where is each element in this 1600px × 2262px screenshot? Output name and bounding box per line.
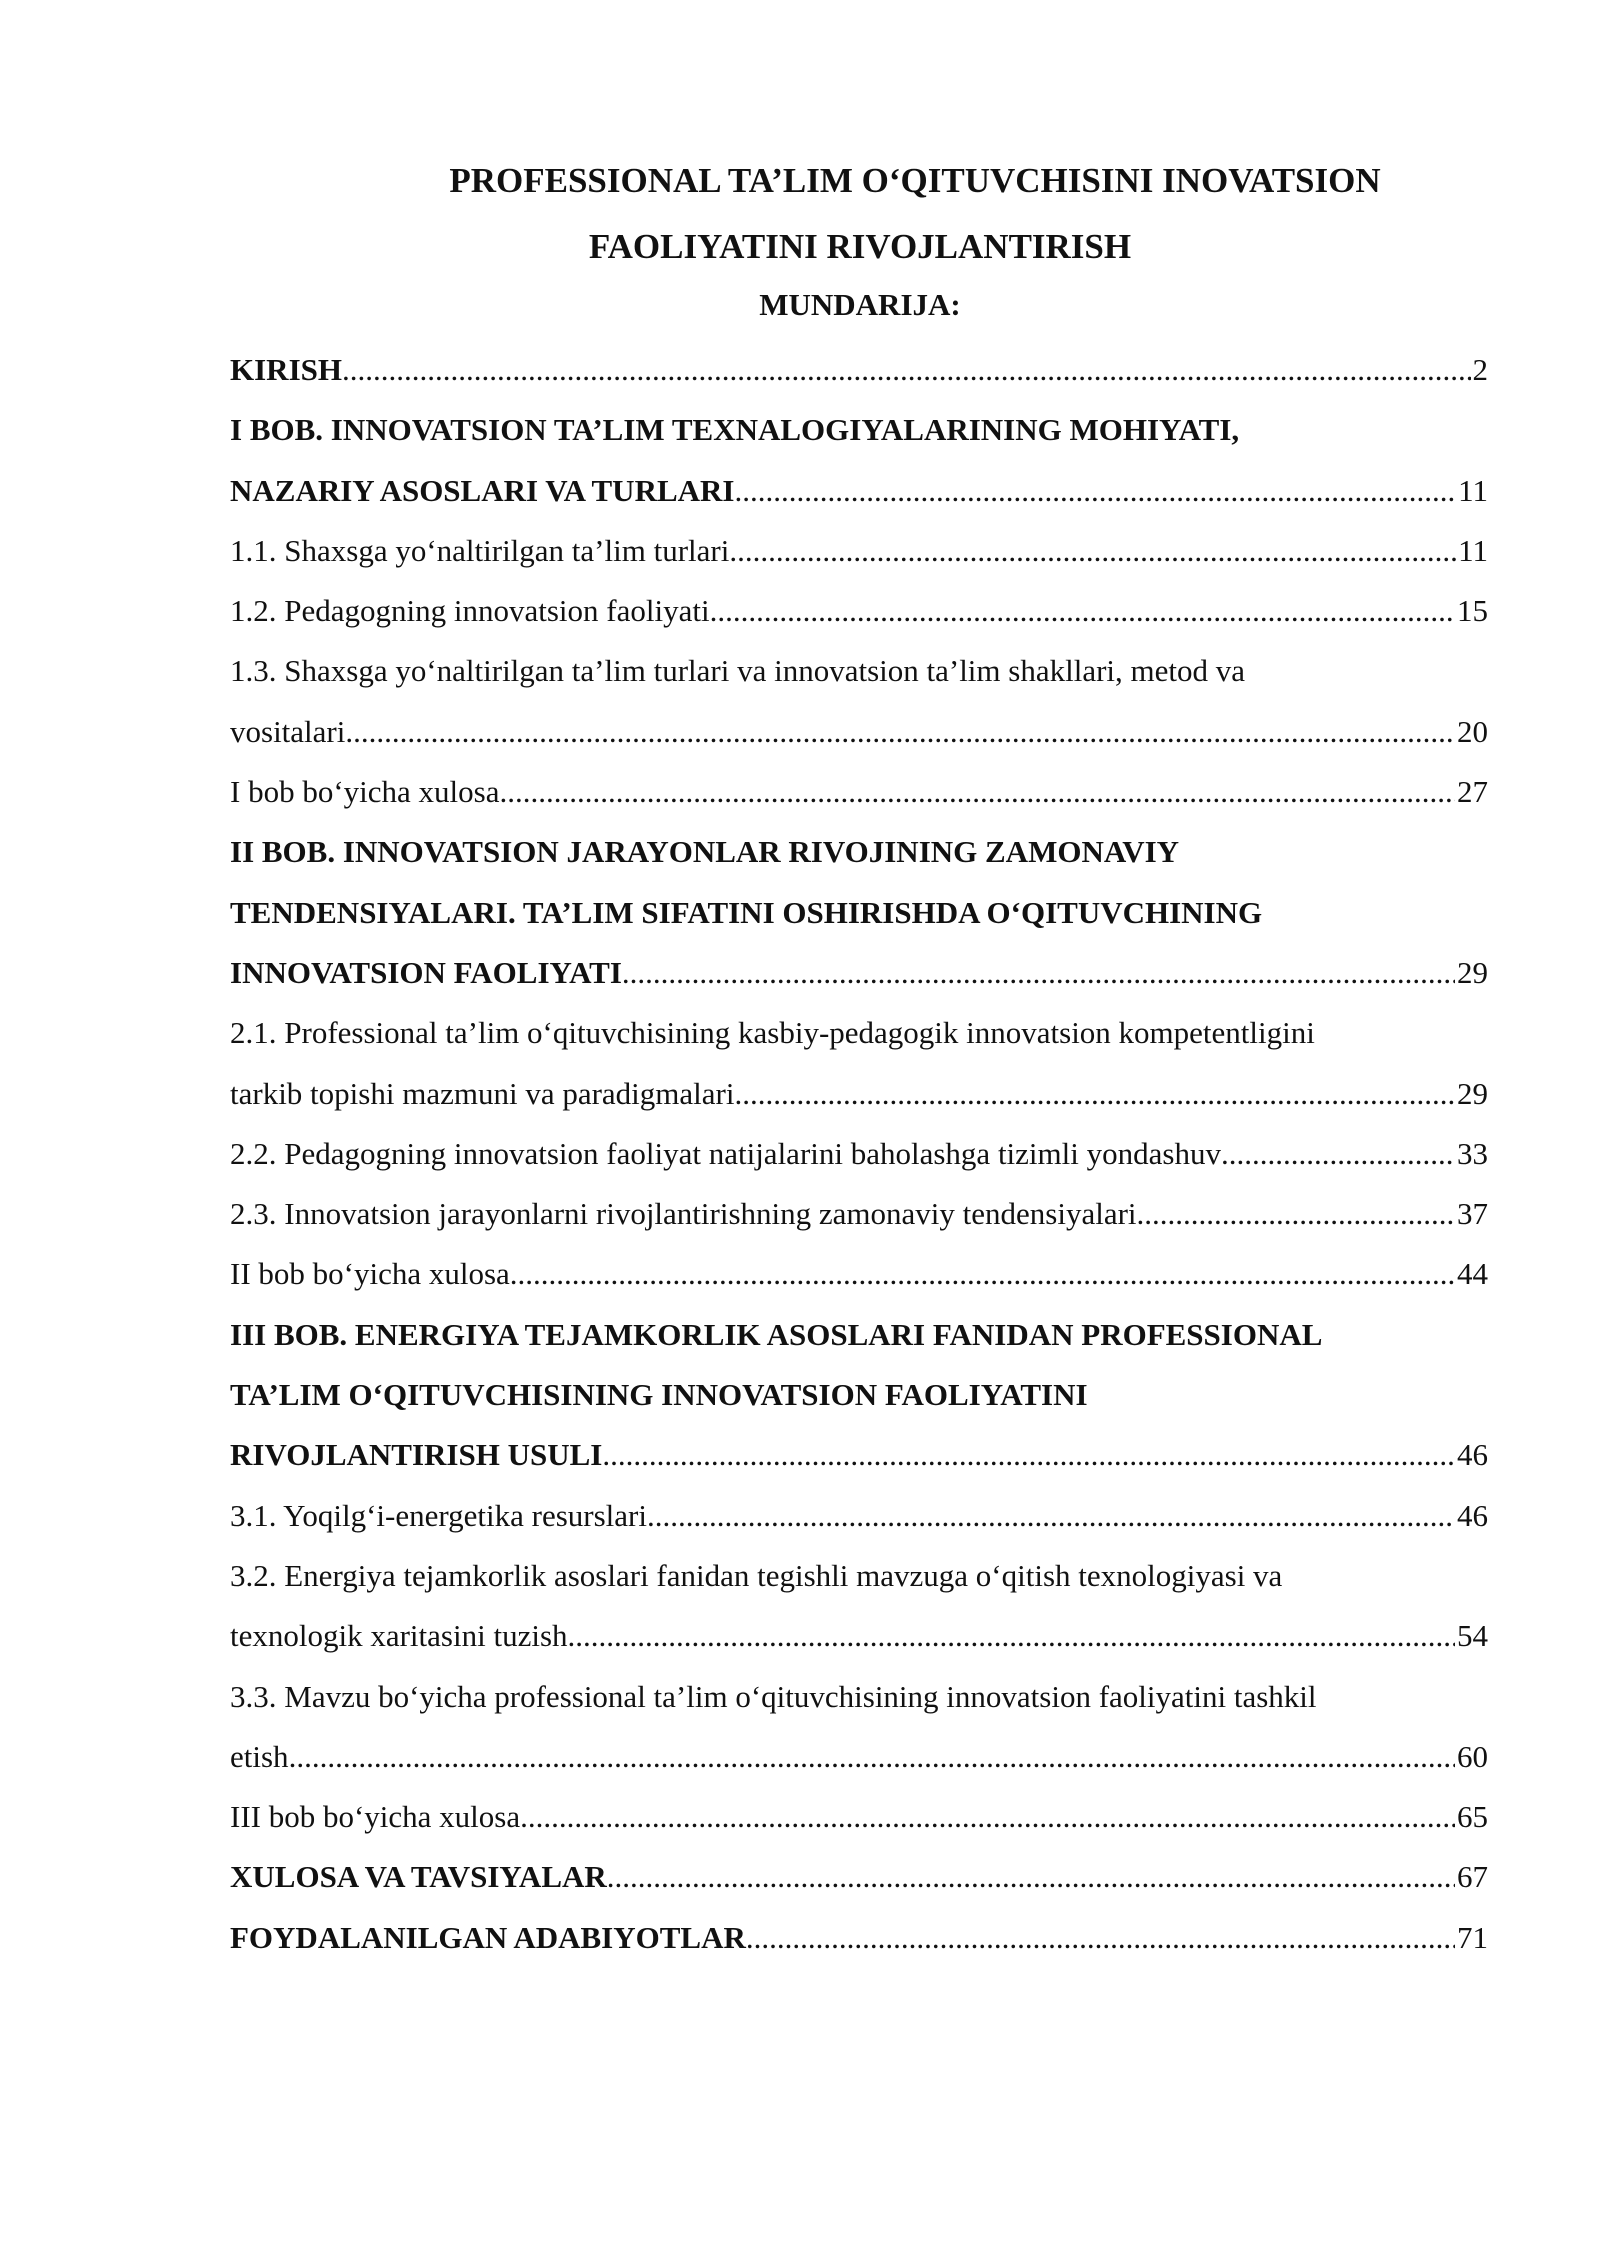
toc-page-number: 27	[1457, 774, 1488, 810]
dot-leader	[607, 1847, 1455, 1907]
toc-page-number: 33	[1457, 1135, 1488, 1171]
toc-entry	[230, 1908, 1488, 1968]
toc-page-number: 71	[1457, 1919, 1488, 1955]
toc-page-number: 44	[1457, 1256, 1488, 1292]
toc-entry-line: I BOB. INNOVATSION TA’LIM TEXNALOGIYALARINING MOHIYATI,	[230, 412, 1240, 448]
toc-page-number: 2	[1472, 352, 1488, 387]
toc-entry-title: etish	[230, 1738, 289, 1774]
toc-entry	[230, 1847, 1488, 1907]
toc-entry-line: II BOB. INNOVATSION JARAYONLAR RIVOJINING ZAMONAVIY	[230, 834, 1180, 870]
toc-entry	[230, 1184, 1488, 1244]
toc-page-number: 29	[1457, 1075, 1488, 1111]
toc-entry	[230, 1546, 1488, 1667]
toc-entry-line: TENDENSIYALARI. TA’LIM SIFATINI OSHIRISHDA O‘QITUVCHINING	[230, 894, 1263, 930]
toc-entry	[230, 1486, 1488, 1546]
dot-leader	[345, 702, 1455, 762]
toc-entry-title: XULOSA VA TAVSIYALAR	[230, 1859, 607, 1895]
toc-page-number: 11	[1458, 532, 1488, 568]
toc-entry-title: vositalari	[230, 713, 346, 749]
toc-entry	[230, 1124, 1488, 1184]
toc-entry-line: 3.2. Energiya tejamkorlik asoslari fanidan tegishli mavzuga o‘qitish texnologiyasi va	[230, 1557, 1283, 1593]
toc-entry-title: II bob bo‘yicha xulosa	[230, 1256, 510, 1292]
toc-entry-line: 1.3. Shaxsga yo‘naltirilgan ta’lim turlari va innovatsion ta’lim shakllari, metod va	[230, 653, 1246, 689]
toc-page-number: 67	[1457, 1859, 1488, 1895]
dot-leader	[729, 521, 1456, 581]
dot-leader	[1137, 1184, 1455, 1244]
toc-entry-title: NAZARIY ASOSLARI VA TURLARI	[230, 472, 735, 508]
toc-entry	[230, 1667, 1488, 1788]
toc-entry-title: 2.3. Innovatsion jarayonlarni rivojlantirishning zamonaviy tendensiyalari	[230, 1196, 1137, 1232]
dot-leader	[647, 1486, 1455, 1546]
toc-entry	[230, 340, 1488, 400]
toc-page-number: 65	[1457, 1799, 1488, 1835]
toc-entry-title: 2.2. Pedagogning innovatsion faoliyat natijalarini baholashga tizimli yondashuv	[230, 1135, 1221, 1171]
toc-entry-title: RIVOJLANTIRISH USULI	[230, 1437, 603, 1473]
toc-entry-title: 1.2. Pedagogning innovatsion faoliyati	[230, 593, 710, 629]
toc-page-number: 29	[1457, 954, 1488, 990]
toc-heading: MUNDARIJA:	[759, 287, 961, 322]
toc-entry	[230, 400, 1488, 521]
toc-page-number: 37	[1457, 1196, 1488, 1232]
dot-leader	[342, 340, 1471, 400]
toc-page-number: 46	[1457, 1437, 1488, 1473]
dot-leader	[622, 943, 1455, 1003]
toc-entry-title: tarkib topishi mazmuni va paradigmalari	[230, 1075, 735, 1111]
dot-leader	[568, 1606, 1455, 1666]
title-line-1: PROFESSIONAL TA’LIM O‘QITUVCHISINI INOVATSION	[449, 161, 1381, 200]
toc-page-number: 54	[1457, 1618, 1488, 1654]
toc-entry-title: 3.1. Yoqilg‘i-energetika resurslari	[230, 1497, 647, 1533]
toc-entry	[230, 822, 1488, 1003]
dot-leader	[520, 1787, 1455, 1847]
toc-page-number: 20	[1457, 713, 1488, 749]
toc-entry	[230, 1003, 1488, 1124]
toc-page-number: 60	[1457, 1738, 1488, 1774]
toc-entry	[230, 581, 1488, 641]
toc-entry	[230, 641, 1488, 762]
table-of-contents	[230, 340, 1488, 1968]
toc-entry	[230, 1244, 1488, 1304]
toc-entry-title: FOYDALANILGAN ADABIYOTLAR	[230, 1919, 746, 1955]
title-line-2: FAOLIYATINI RIVOJLANTIRISH	[588, 227, 1132, 266]
dot-leader	[710, 581, 1455, 641]
toc-entry-title: KIRISH	[230, 352, 342, 387]
toc-entry-line: III BOB. ENERGIYA TEJAMKORLIK ASOSLARI FANIDAN PROFESSIONAL	[230, 1316, 1323, 1352]
toc-page-number: 11	[1458, 472, 1488, 508]
toc-entry	[230, 1305, 1488, 1486]
toc-entry-line: 2.1. Professional ta’lim o‘qituvchisining kasbiy-pedagogik innovatsion kompetentligini	[230, 1015, 1315, 1051]
toc-entry-line: TA’LIM O‘QITUVCHISINING INNOVATSION FAOLIYATINI	[230, 1377, 1088, 1413]
dot-leader	[734, 1064, 1455, 1124]
toc-entry	[230, 521, 1488, 581]
dot-leader	[289, 1727, 1455, 1787]
toc-entry	[230, 1787, 1488, 1847]
toc-entry-title: I bob bo‘yicha xulosa	[230, 774, 500, 810]
dot-leader	[734, 461, 1456, 521]
toc-entry-line: 3.3. Mavzu bo‘yicha professional ta’lim o‘qituvchisining innovatsion faoliyatini tashkil	[230, 1678, 1317, 1714]
toc-page-number: 15	[1457, 593, 1488, 629]
dot-leader	[1221, 1124, 1455, 1184]
toc-entry-title: III bob bo‘yicha xulosa	[230, 1799, 521, 1835]
dot-leader	[746, 1908, 1455, 1968]
toc-entry-title: INNOVATSION FAOLIYATI	[230, 954, 622, 990]
dot-leader	[510, 1244, 1455, 1304]
dot-leader	[499, 762, 1455, 822]
toc-entry	[230, 762, 1488, 822]
toc-page-number: 46	[1457, 1497, 1488, 1533]
dot-leader	[602, 1425, 1455, 1485]
toc-entry-title: 1.1. Shaxsga yo‘naltirilgan ta’lim turlari	[230, 532, 730, 568]
toc-entry-title: texnologik xaritasini tuzish	[230, 1618, 568, 1654]
document-title	[230, 148, 1490, 280]
